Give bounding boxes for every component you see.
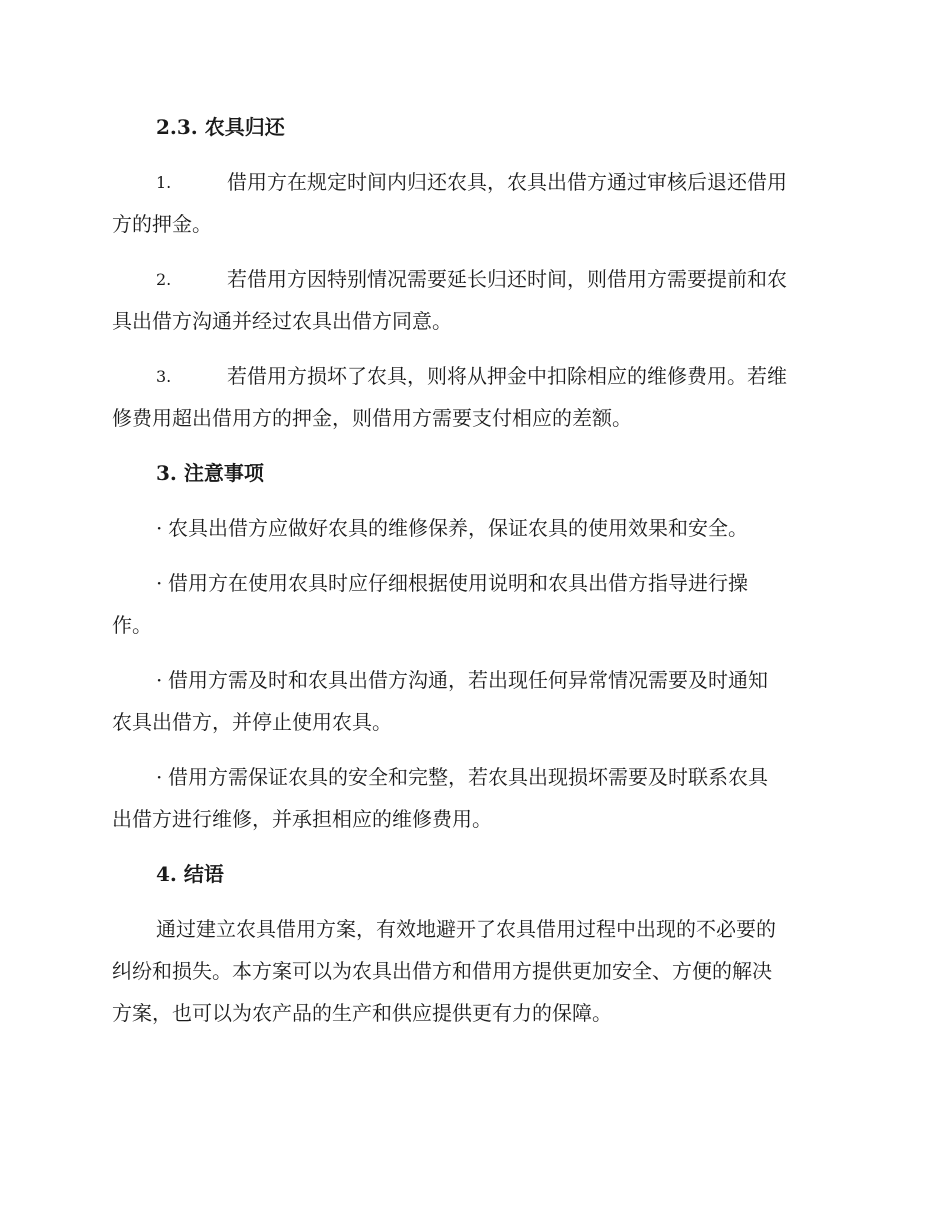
bullet-item-4 <box>112 756 832 840</box>
bullet-text: 借用方需保证农具的安全和完整，若农具出现损坏需要及时联系农具 <box>168 765 768 789</box>
item-text: 借用方在规定时间内归还农具，农具出借方通过审核后退还借用 <box>227 170 787 194</box>
bullet-text-continued: 农具出借方，并停止使用农具。 <box>112 710 392 734</box>
item-text: 若借用方因特别情况需要延长归还时间，则借用方需要提前和农 <box>227 267 787 291</box>
bullet-item-2 <box>112 562 832 646</box>
paragraph-line-3: 方案，也可以为农产品的生产和供应提供更有力的保障。 <box>112 1001 612 1025</box>
bullet-mark: · <box>156 668 163 692</box>
bullet-text: 借用方在使用农具时应仔细根据使用说明和农具出借方指导进行操 <box>168 571 748 595</box>
bullet-mark: · <box>156 516 163 540</box>
paragraph-line-2: 纠纷和损失。本方案可以为农具出借方和借用方提供更加安全、方便的解决 <box>112 959 772 983</box>
section-heading-4: 4. 结语 <box>156 862 224 886</box>
numbered-item-1 <box>112 161 832 245</box>
bullet-mark: · <box>156 571 163 595</box>
item-number: 3. <box>156 367 172 386</box>
section-heading-2-3: 2.3. 农具归还 <box>156 115 285 139</box>
item-text-continued: 修费用超出借用方的押金，则借用方需要支付相应的差额。 <box>112 406 632 430</box>
conclusion-paragraph <box>112 908 832 1034</box>
bullet-text: 借用方需及时和农具出借方沟通，若出现任何异常情况需要及时通知 <box>168 668 768 692</box>
item-text-continued: 具出借方沟通并经过农具出借方同意。 <box>112 309 452 333</box>
numbered-item-2 <box>112 258 832 342</box>
item-text: 若借用方损坏了农具，则将从押金中扣除相应的维修费用。若维 <box>227 364 787 388</box>
bullet-text: 农具出借方应做好农具的维修保养，保证农具的使用效果和安全。 <box>168 516 748 540</box>
bullet-item-1 <box>112 507 832 549</box>
bullet-item-3 <box>112 659 832 743</box>
item-number: 2. <box>156 270 172 289</box>
numbered-item-3 <box>112 355 832 439</box>
paragraph-line-1: 通过建立农具借用方案，有效地避开了农具借用过程中出现的不必要的 <box>156 917 776 941</box>
item-number: 1. <box>156 173 172 192</box>
section-heading-3: 3. 注意事项 <box>156 461 264 485</box>
item-text-continued: 方的押金。 <box>112 212 212 236</box>
bullet-text-continued: 出借方进行维修，并承担相应的维修费用。 <box>112 807 492 831</box>
bullet-mark: · <box>156 765 163 789</box>
bullet-text-continued: 作。 <box>112 613 152 637</box>
